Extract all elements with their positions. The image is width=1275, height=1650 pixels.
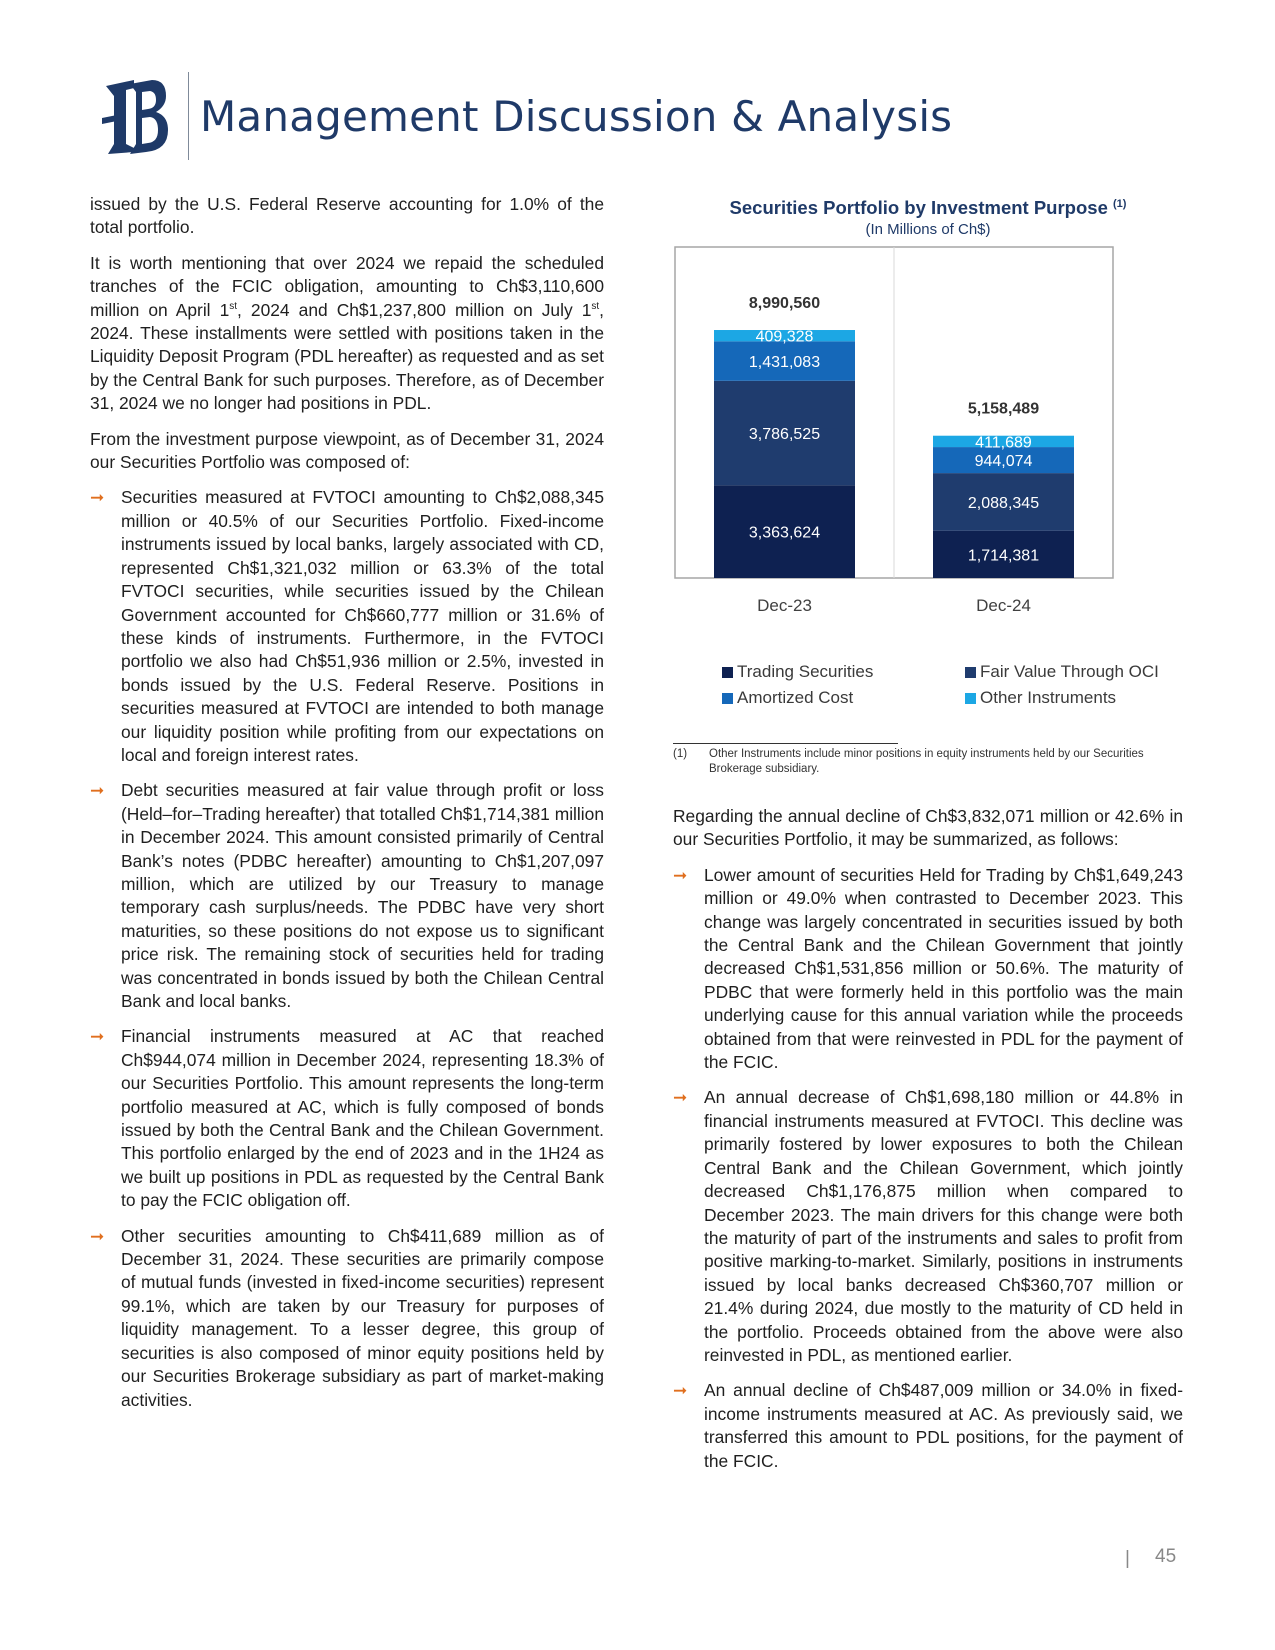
page-separator: | — [1125, 1548, 1130, 1569]
chart-legend — [722, 662, 1192, 708]
arrow-right-icon: ➞ — [90, 1027, 105, 1047]
list-item: ➞ An annual decline of Ch$487,009 million or 34.0% in fixed-income instruments measured at AC. As previously said, we transferred this amount to PDL positions, for the payment of the FCIC. — [673, 1380, 1183, 1471]
arrow-right-icon: ➞ — [673, 1381, 688, 1401]
bullet-list — [90, 486, 604, 1411]
stacked-bar-chart — [660, 240, 1180, 630]
legend-item-trading: Trading Securities — [722, 662, 965, 682]
right-column — [673, 805, 1183, 1485]
paragraph: It is worth mentioning that over 2024 we repaid the scheduled tranches of the FCIC obligation, amounting to Ch$3,110,600 million on April 1st, 2024 and Ch$1,237,800 million on July 1st, 2024. These installments were settled with positions taken in the Liquidity Deposit Program (PDL hereafter) as requested and as set by the Central Bank for such purposes. Therefore, as of December 31, 2024 we no longer had positions in PDL. — [90, 252, 604, 414]
legend-swatch — [965, 667, 976, 678]
paragraph: Regarding the annual decline of Ch$3,832,071 million or 42.6% in our Securities Portfolio, it may be summarized, as follows: — [673, 806, 1183, 850]
arrow-right-icon: ➞ — [673, 1088, 688, 1108]
list-item: ➞ Other securities amounting to Ch$411,689 million as of December 31, 2024. These securities are primarily compose of mutual funds (invested in fixed-income securities) represent 99.1%, which are taken by our Treasury for purposes of liquidity management. To a lesser degree, this group of securities is also composed of minor equity positions held by our Securities Brokerage subsidiary as part of market-making activities. — [90, 1225, 604, 1410]
total-label: 8,990,560 — [748, 295, 821, 313]
x-tick-label: Dec-24 — [976, 596, 1031, 615]
list-item: ➞ Securities measured at FVTOCI amounting to Ch$2,088,345 million or 40.5% of our Securities Portfolio. Fixed-income instruments issued by local banks, largely associated with CD, represented Ch$1,321,032 million or 63.3% of the total FVTOCI securities, while securities issued by the Chilean Government accounted for Ch$660,777 million or 31.6% of these kinds of instruments. Furthermore, in the FVTOCI portfolio we also had Ch$51,936 million or 2.5%, invested in bonds issued by the U.S. Federal Reserve. Positions in securities measured at FVTOCI are intended to both manage our liquidity position while profiting from our expectations on local and foreign interest rates. — [90, 487, 604, 765]
page-title: Management Discussion & Analysis — [200, 92, 953, 141]
data-label: 3,363,624 — [748, 524, 821, 542]
legend-swatch — [722, 693, 733, 704]
arrow-right-icon: ➞ — [673, 865, 688, 885]
data-label: 1,431,083 — [748, 354, 821, 372]
arrow-right-icon: ➞ — [90, 1226, 105, 1246]
list-item: ➞ Financial instruments measured at AC that reached Ch$944,074 million in December 2024, representing 18.3% of our Securities Portfolio. This amount represents the long-term portfolio measured at AC, which is fully composed of bonds issued by both the Central Bank and the Chilean Government. This portfolio enlarged by the end of 2023 and in the 1H24 as we built up positions in PDL as requested by the Central Bank to pay the FCIC obligation off. — [90, 1026, 604, 1211]
header-divider — [188, 72, 189, 160]
data-label: 944,074 — [974, 453, 1033, 471]
paragraph: From the investment purpose viewpoint, as of December 31, 2024 our Securities Portfolio was composed of: — [90, 428, 604, 473]
list-item: ➞ An annual decrease of Ch$1,698,180 million or 44.8% in financial instruments measured at FVTOCI. This decline was primarily fostered by lower exposures to both the Chilean Central Bank and the Chilean Government, which jointly decreased Ch$1,176,875 million when compared to December 2023. The main drivers for this change were both the maturity of part of the instruments and sales to profit from positive marking-to-market. Similarly, positions in instruments issued by local banks decreased Ch$360,707 million or 21.4% during 2024, due mostly to the maturity of CD held in the portfolio. Proceeds obtained from the above were also reinvested in PDL, as mentioned earlier. — [673, 1087, 1183, 1365]
arrow-right-icon: ➞ — [90, 781, 105, 801]
data-label: 411,689 — [975, 434, 1032, 452]
chart-title: Securities Portfolio by Investment Purpose $^{(1)}$ — [729, 197, 1127, 218]
paragraph: issued by the U.S. Federal Reserve accounting for 1.0% of the total portfolio. — [90, 194, 604, 238]
legend-item-fvoci: Fair Value Through OCI — [965, 662, 1192, 682]
legend-item-other: Other Instruments — [965, 688, 1192, 708]
data-label: 3,786,525 — [748, 425, 821, 443]
legend-swatch — [965, 693, 976, 704]
footnote-mark: (1) — [673, 748, 688, 760]
bullet-list — [673, 864, 1183, 1473]
footnote-divider — [673, 743, 898, 744]
legend-swatch — [722, 667, 733, 678]
page-number: 45 — [1155, 1546, 1177, 1567]
legend-item-amortized: Amortized Cost — [722, 688, 965, 708]
data-label: 409,328 — [755, 328, 814, 346]
x-tick-label: Dec-23 — [757, 596, 812, 615]
data-label: 2,088,345 — [967, 494, 1040, 512]
data-label: 1,714,381 — [967, 547, 1040, 565]
list-item: ➞ Debt securities measured at fair value through profit or loss (Held–for–Trading hereafter) that totalled Ch$1,714,381 million in December 2024. This amount consisted primarily of Central Bank’s notes (PDBC hereafter) amounting to Ch$1,207,097 million, which are utilized by our Treasury to manage temporary cash surplus/needs. The PDBC have very short maturities, so these positions do not expose us to significant price risk. The remaining stock of securities held for trading was concentrated in bonds issued by both the Chilean Central Bank and local banks. — [90, 780, 604, 1011]
left-column — [90, 193, 604, 1424]
bank-logo-icon — [100, 78, 170, 156]
arrow-right-icon: ➞ — [90, 488, 105, 508]
chart-subtitle: (In Millions of Ch$) — [865, 221, 991, 238]
total-label: 5,158,489 — [967, 400, 1040, 418]
list-item: ➞ Lower amount of securities Held for Trading by Ch$1,649,243 million or 49.0% when contrasted to December 2023. This change was largely concentrated in securities issued by both the Central Bank and the Chilean Government that jointly decreased Ch$1,531,856 million or 50.6%. The maturity of PDBC that were formerly held in this portfolio was the main underlying cause for this annual variation while the proceeds obtained from that were reinvested in PDL for the payment of the FCIC. — [673, 864, 1183, 1073]
footnote-text: Other Instruments include minor positions in equity instruments held by our Securities Brokerage subsidiary. — [709, 748, 1144, 775]
chart-title-note: (1) — [1113, 197, 1127, 210]
